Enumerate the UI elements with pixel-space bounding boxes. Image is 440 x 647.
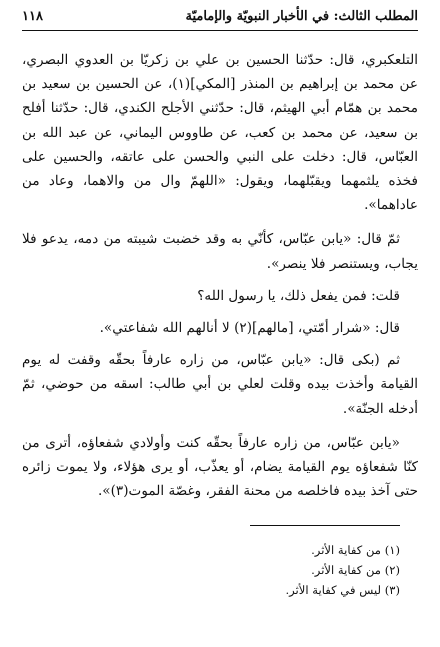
paragraph-prophecy: ثمّ قال: «يابن عبّاس، كأنّي به وقد خضبت شيبته من دمه، يدعو فلا يجاب، ويستنصر فلا ينصر». [22,231,418,272]
footnote-2: (٢) من كفاية الأثر. [311,563,400,578]
paragraph-intercession: «يابن عبّاس، من زاره عارفاً بحقّه كنت وأولادي شفعاؤه، أترى من كنّا شفعاؤه يوم القيامة يضام، أو يعذّب، أو يرى هؤلاء، ولا يموت زائره حتى آخذ بيده فاخلصه من محنة الفقر، وغصّة الموت(٣)». [22,434,418,500]
page-number: ١١٨ [22,9,43,24]
footnote-1: (١) من كفاية الأثر. [311,543,400,558]
paragraph-answer: قال: «شرار أمّتي، [مالهم](٢) لا أنالهم الله شفاعتي». [99,320,400,337]
footnotes [22,540,418,600]
header-rule [22,30,418,31]
paragraph-question: قلت: فمن يفعل ذلك، يا رسول الله؟ [197,287,400,304]
footnote-separator [250,525,400,526]
running-title: المطلب الثالث: في الأخبار النبويّة والإماميّة [185,9,418,24]
paragraph-visit: ثم (بكى قال: «يابن عبّاس، من زاره عارفاً بحقّه وقفت له يوم القيامة وأخذت بيده وقلت لعلي بن أبي طالب: اسقه من حوضي، ثمّ أدخله الجنّة». [22,352,418,417]
footnote-3: (٣) ليس في كفاية الأثر. [285,583,400,598]
page-header [22,8,418,34]
paragraph-isnad: التلعكبري، قال: حدّثنا الحسين بن علي بن زكريّا بن العدوي البصري، عن محمد بن إبراهيم بن المنذر [المكي](١)، عن الحسين بن سعيد بن محمد بن همّام أبي الهيثم، قال: حدّثني الأجلح الكندي، قال: حدّثنا أفلح بن سعيد، عن محمد بن كعب، عن طاووس اليماني، عن عبد الله بن العبّاس، قال: دخلت على النبي والحسن على عاتقه، والحسين على فخذه يلثمهما ويقبّلهما، ويقول: «اللهمّ وال من والاهما، وعاد من عاداهما». [22,52,418,214]
main-text [22,48,418,503]
book-page [22,8,418,647]
